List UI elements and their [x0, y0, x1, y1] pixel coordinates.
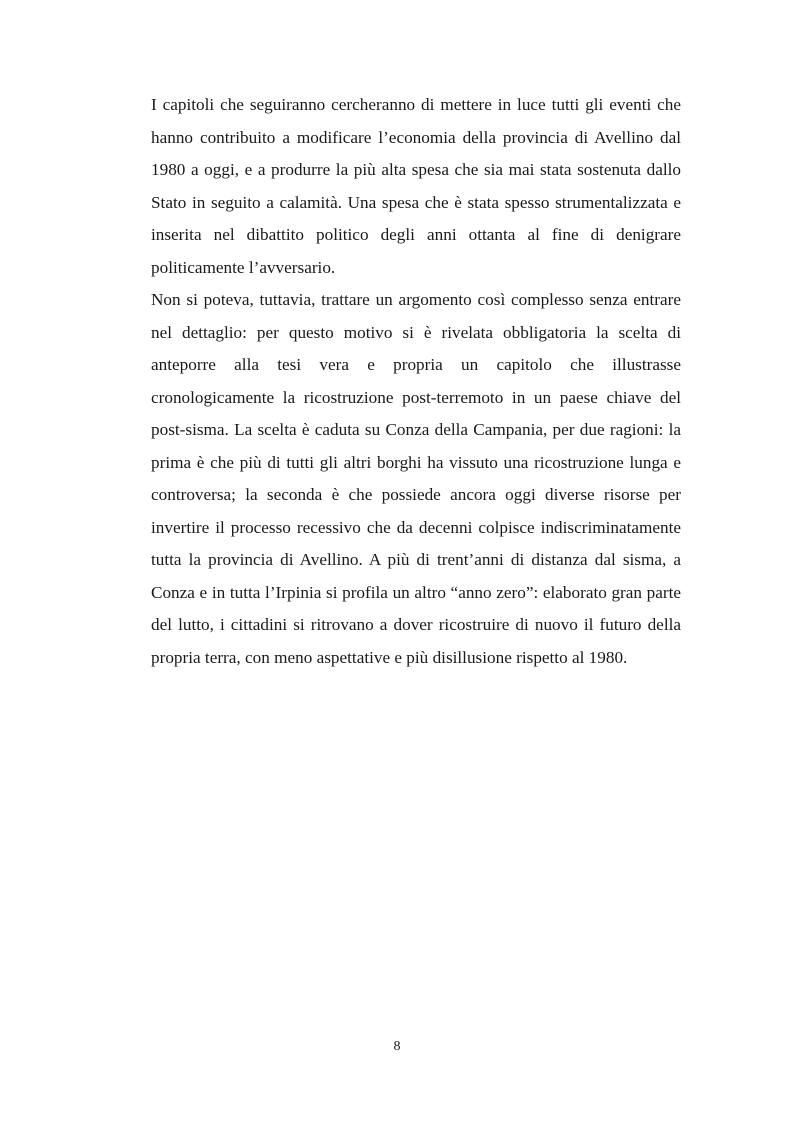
page-number: 8: [393, 1039, 401, 1054]
body-text: [151, 89, 681, 674]
paragraph-2: Non si poteva, tuttavia, trattare un argomento così complesso senza entrare nel dettaglio: per questo motivo si è rivelata obbligatoria la scelta di anteporre alla tesi vera e propria un capitolo che illustrasse cronologicamente la ricostruzione post-terremoto in un paese chiave del post-sisma. La scelta è caduta su Conza della Campania, per due ragioni: la prima è che più di tutti gli altri borghi ha vissuto una ricostruzione lunga e controversa; la seconda è che possiede ancora oggi diverse risorse per invertire il processo recessivo che da decenni colpisce indiscriminatamente tutta la provincia di Avellino. A più di trent’anni di distanza dal sisma, a Conza e in tutta l’Irpinia si profila un altro “anno zero”: elaborato gran parte del lutto, i cittadini si ritrovano a dover ricostruire di nuovo il futuro della propria terra, con meno aspettative e più disillusione rispetto al 1980.: [151, 290, 681, 667]
paragraph-1: I capitoli che seguiranno cercheranno di mettere in luce tutti gli eventi che hanno contribuito a modificare l’economia della provincia di Avellino dal 1980 a oggi, e a produrre la più alta spesa che sia mai stata sostenuta dallo Stato in seguito a calamità. Una spesa che è stata spesso strumentalizzata e inserita nel dibattito politico degli anni ottanta al fine di denigrare politicamente l’avversario.: [151, 95, 681, 277]
